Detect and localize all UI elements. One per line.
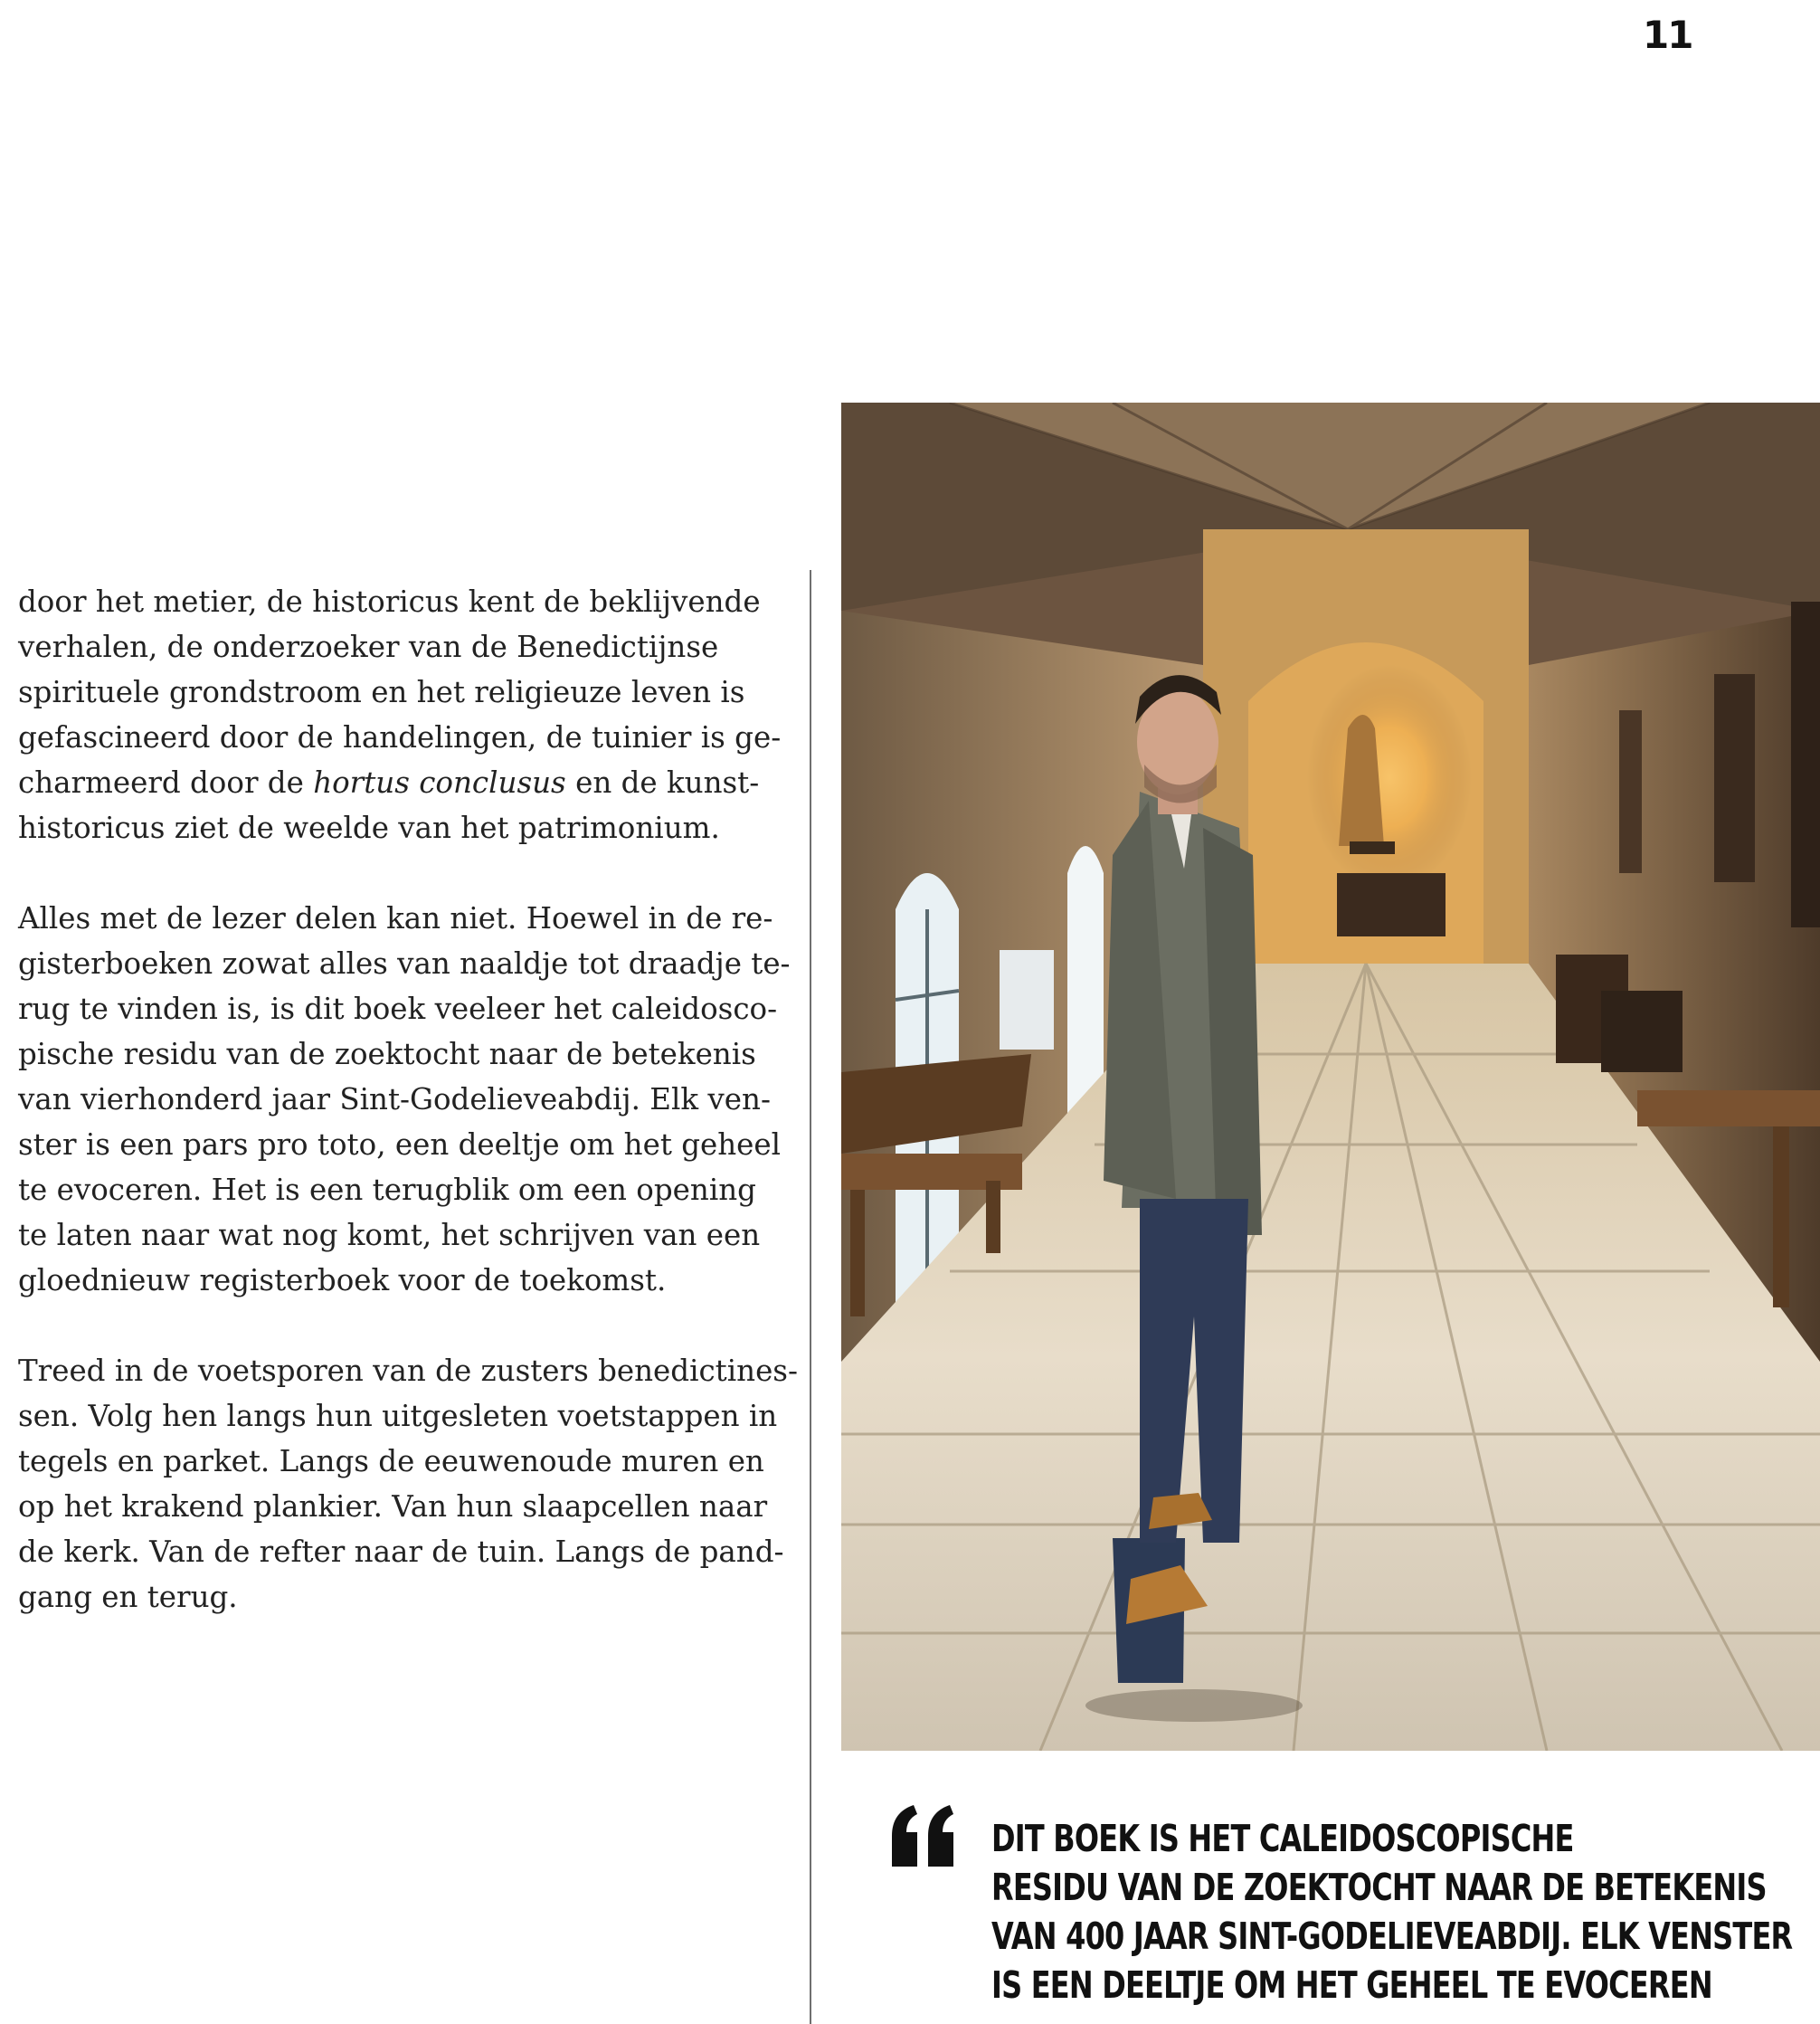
text-line: gloednieuw registerboek voor de toekomst. bbox=[18, 1263, 667, 1297]
quote-line: RESIDU VAN DE ZOEKTOCHT NAAR DE BETEKENIS bbox=[991, 1866, 1767, 1909]
text-line: gisterboeken zowat alles van naaldje tot draadje te- bbox=[18, 946, 791, 981]
text-line: ster is een pars pro toto, een deeltje om het geheel bbox=[18, 1127, 782, 1162]
column-divider bbox=[810, 570, 811, 2024]
text-line bbox=[18, 760, 796, 805]
quote-line: IS EEN DEELTJE OM HET GEHEEL TE EVOCEREN bbox=[991, 1963, 1712, 2007]
text-line: spirituele grondstroom en het religieuze leven is bbox=[18, 675, 745, 709]
text-line: op het krakend plankier. Van hun slaapcellen naar bbox=[18, 1489, 768, 1524]
quote-text bbox=[991, 1814, 1792, 2010]
text-line: verhalen, de onderzoeker van de Benedictijnse bbox=[18, 630, 719, 664]
paragraph-1 bbox=[18, 579, 796, 850]
paragraph-2 bbox=[18, 896, 796, 1303]
text-line: te laten naar wat nog komt, het schrijven van een bbox=[18, 1218, 761, 1252]
photo-man-in-abbey-corridor bbox=[841, 403, 1820, 1751]
text-line: gefascineerd door de handelingen, de tuinier is ge- bbox=[18, 720, 782, 755]
text-line: te evoceren. Het is een terugblik om een opening bbox=[18, 1173, 756, 1207]
text-fragment: charmeerd door de bbox=[18, 765, 314, 800]
paragraph-3 bbox=[18, 1348, 796, 1620]
pull-quote bbox=[886, 1805, 1809, 2024]
text-line: pische residu van de zoektocht naar de betekenis bbox=[18, 1037, 756, 1071]
text-line: historicus ziet de weelde van het patrimonium. bbox=[18, 811, 720, 845]
italic-term: hortus conclusus bbox=[313, 765, 566, 800]
text-line: de kerk. Van de refter naar de tuin. Langs de pand- bbox=[18, 1535, 784, 1569]
text-line: Treed in de voetsporen van de zusters benedictines- bbox=[18, 1354, 798, 1388]
quote-line: VAN 400 JAAR SINT-GODELIEVEABDIJ. ELK VENSTER bbox=[991, 1915, 1793, 1958]
text-line: sen. Volg hen langs hun uitgesleten voetstappen in bbox=[18, 1399, 778, 1433]
text-line: door het metier, de historicus kent de beklijvende bbox=[18, 584, 761, 619]
page-number: 11 bbox=[1643, 13, 1692, 57]
text-line: tegels en parket. Langs de eeuwenoude muren en bbox=[18, 1444, 764, 1478]
text-line: rug te vinden is, is dit boek veeleer het caleidosco- bbox=[18, 992, 778, 1026]
text-line: van vierhonderd jaar Sint-Godelieveabdij. Elk ven- bbox=[18, 1082, 771, 1117]
text-fragment: en de kunst- bbox=[565, 765, 760, 800]
body-text bbox=[18, 579, 796, 1665]
text-line: gang en terug. bbox=[18, 1580, 238, 1614]
quote-line: DIT BOEK IS HET CALEIDOSCOPISCHE bbox=[991, 1817, 1574, 1860]
text-line: Alles met de lezer delen kan niet. Hoewel in de re- bbox=[18, 901, 773, 936]
quote-mark-icon bbox=[886, 1805, 959, 1868]
